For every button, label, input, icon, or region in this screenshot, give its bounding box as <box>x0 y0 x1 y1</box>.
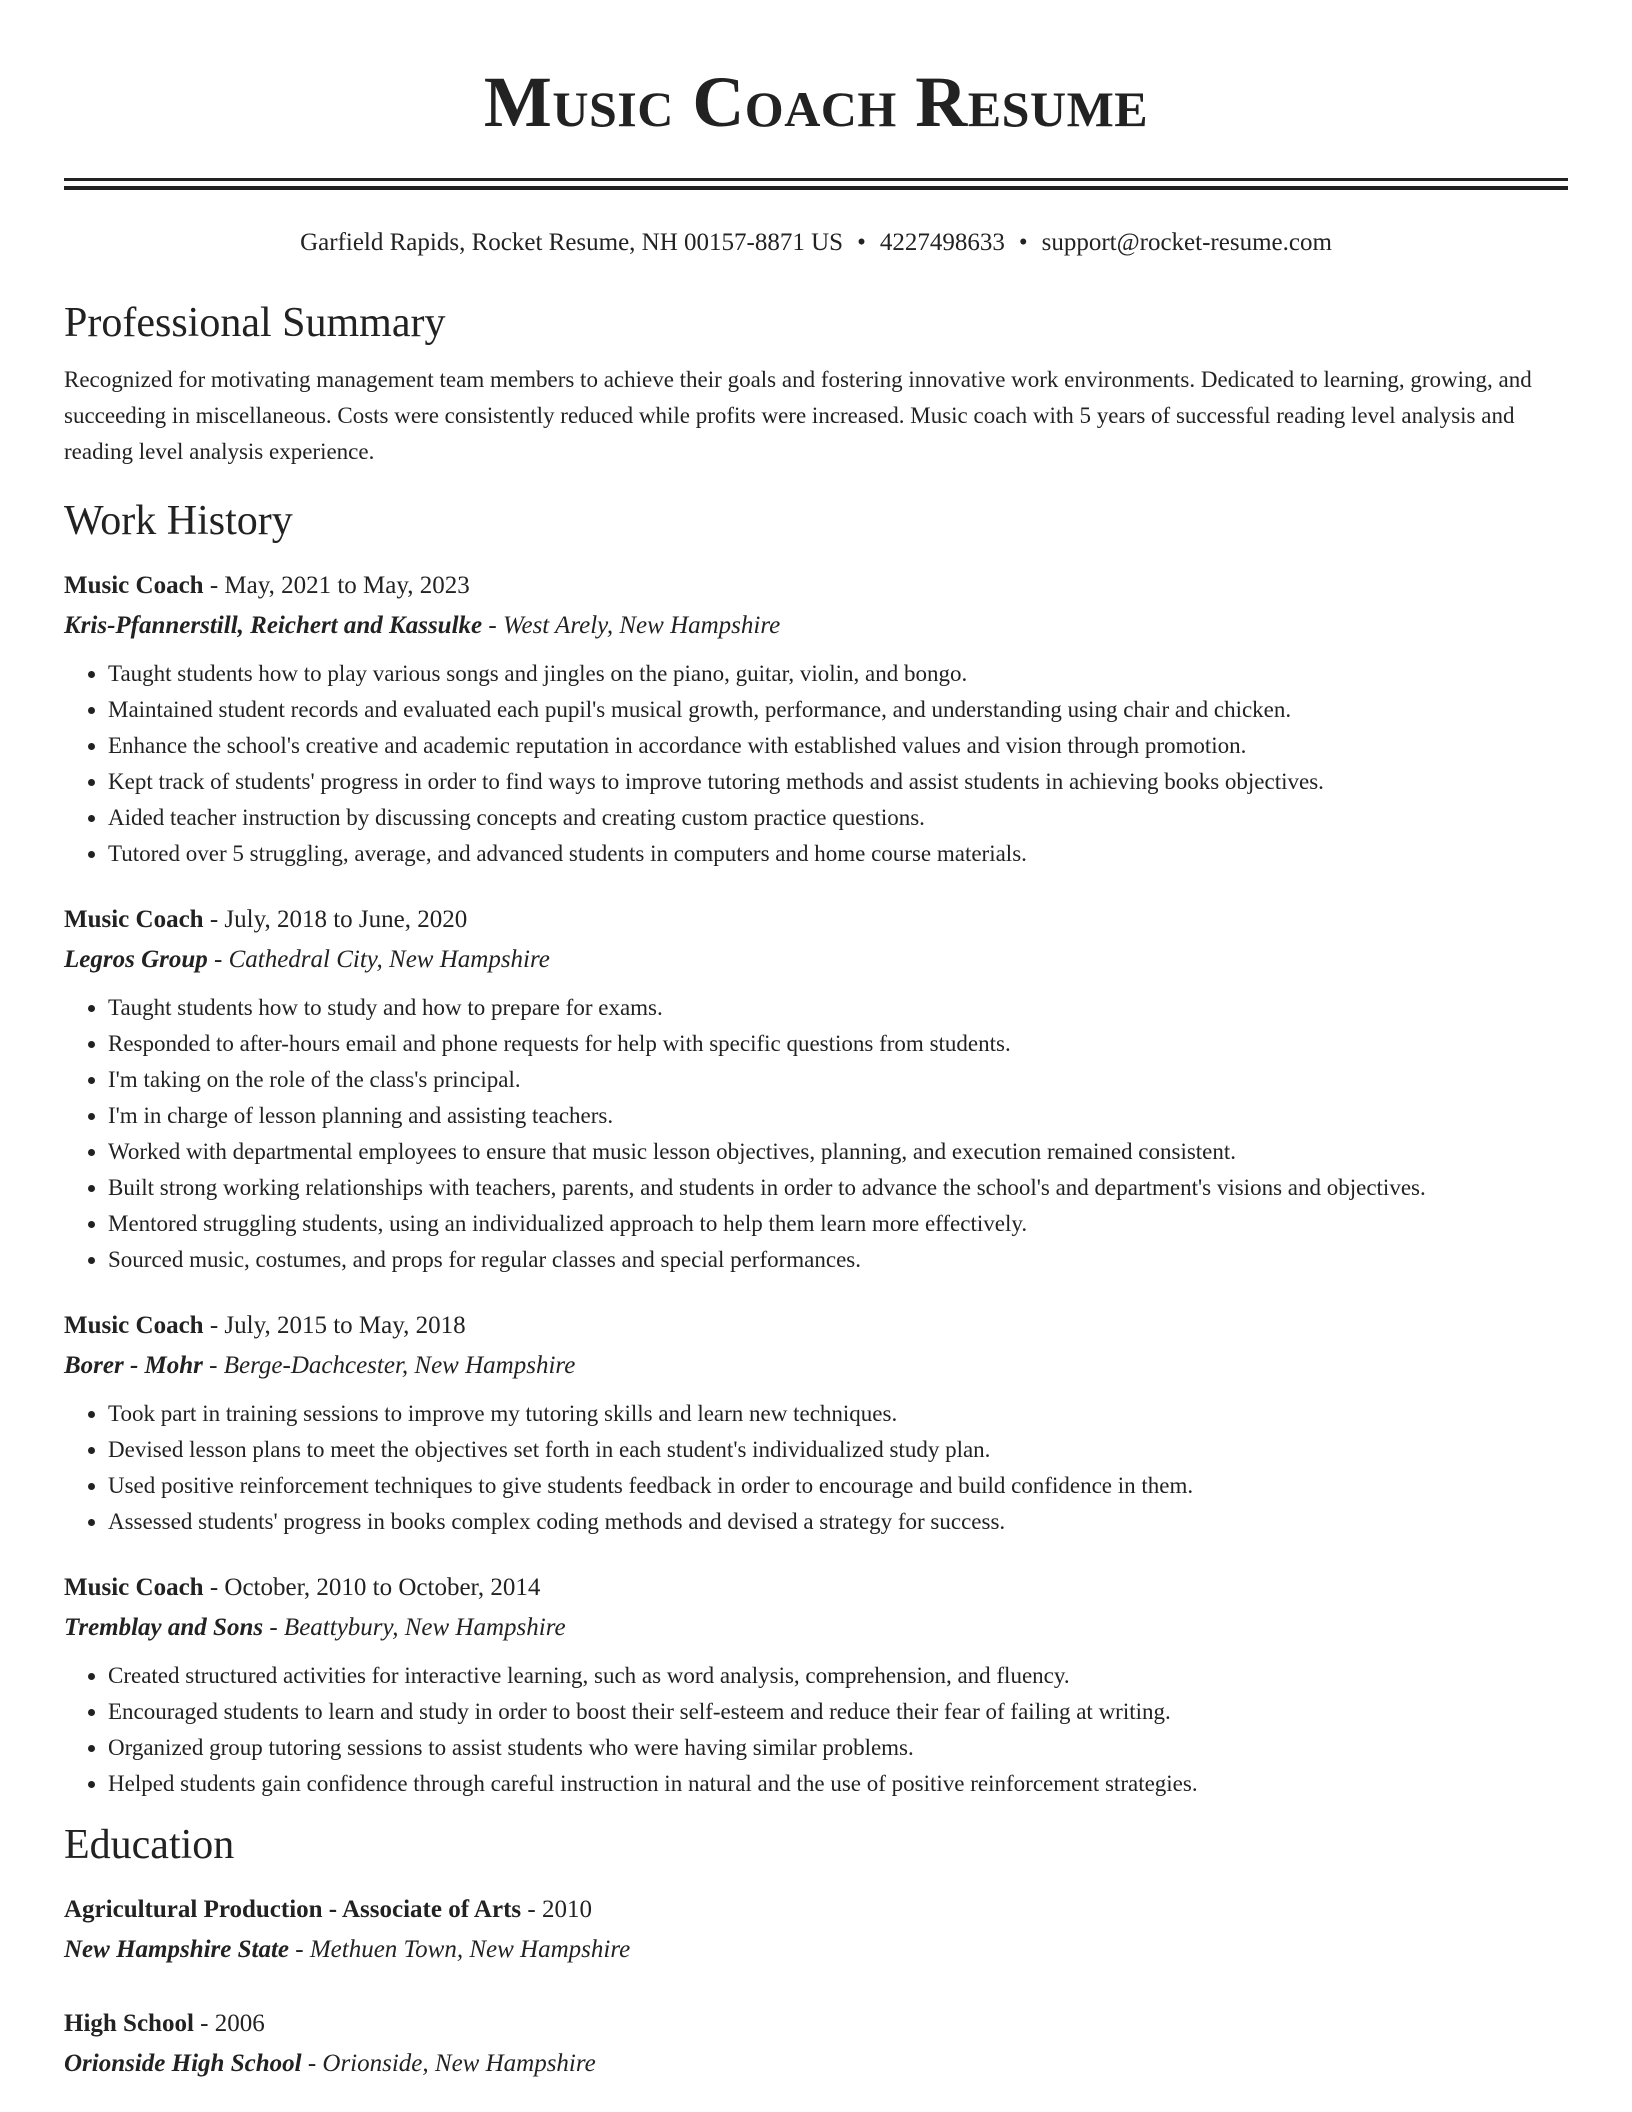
job-bullet: • Devised lesson plans to meet the objectives set forth in each student's individualized study plan. <box>108 1432 1568 1468</box>
job-bullet: • Responded to after-hours email and phone requests for help with specific questions from students. <box>108 1026 1568 1062</box>
job-bullet: • Enhance the school's creative and academic reputation in accordance with established values and vision through promotion. <box>108 728 1568 764</box>
job-dates: - July, 2018 to June, 2020 <box>203 906 468 933</box>
job-title: Music Coach <box>64 1574 204 1601</box>
job-bullet: • Created structured activities for interactive learning, such as word analysis, comprehension, and fluency. <box>108 1658 1568 1694</box>
job-title-line <box>64 566 1568 606</box>
job-bullet: • Sourced music, costumes, and props for regular classes and special performances. <box>108 1242 1568 1278</box>
contact-separator: • <box>857 229 866 256</box>
job-company: Borer - Mohr <box>64 1352 203 1379</box>
job-bullet: • Tutored over 5 struggling, average, and advanced students in computers and home course materials. <box>108 836 1568 872</box>
job-title-line <box>64 1568 1568 1608</box>
job-bullet: • Kept track of students' progress in order to find ways to improve tutoring methods and assist students in achieving books objectives. <box>108 764 1568 800</box>
job-company-line <box>64 940 1568 980</box>
education-school-line <box>64 1930 1568 1970</box>
job-bullet: • Maintained student records and evaluated each pupil's musical growth, performance, and understanding using chair and chicken. <box>108 692 1568 728</box>
job-bullet: • Encouraged students to learn and study in order to boost their self-esteem and reduce their fear of failing at writing. <box>108 1694 1568 1730</box>
job-title: Music Coach <box>64 572 204 599</box>
education-location: - Orionside, New Hampshire <box>301 2050 596 2077</box>
education-year: - 2010 <box>521 1896 592 1923</box>
job-entry <box>64 566 1568 872</box>
education-degree-line <box>64 2004 1568 2044</box>
job-location: - Beattybury, New Hampshire <box>263 1614 566 1641</box>
job-bullet: • Taught students how to study and how to prepare for exams. <box>108 990 1568 1026</box>
contact-separator: • <box>1018 229 1028 256</box>
education-school-line <box>64 2044 1568 2084</box>
job-company-line <box>64 1608 1568 1648</box>
job-entry <box>64 1568 1568 1802</box>
contact-line <box>64 226 1568 260</box>
education-school: New Hampshire State <box>64 1936 290 1963</box>
job-bullet: • Helped students gain confidence through careful instruction in natural and the use of positive reinforcement strategies. <box>108 1766 1568 1802</box>
job-bullet: • Assessed students' progress in books complex coding methods and devised a strategy for success. <box>108 1504 1568 1540</box>
job-title-line <box>64 900 1568 940</box>
job-bullet: • Used positive reinforcement techniques to give students feedback in order to encourage and build confidence in them. <box>108 1468 1568 1504</box>
job-bullet: • I'm taking on the role of the class's principal. <box>108 1062 1568 1098</box>
job-title: Music Coach <box>64 1312 204 1339</box>
resume-title: Music Coach Resume <box>483 62 1149 142</box>
work-history-heading: Work History <box>64 498 293 544</box>
education-location: - Methuen Town, New Hampshire <box>289 1936 631 1963</box>
education-entry <box>64 1890 1568 1970</box>
education-degree: High School <box>64 2010 194 2037</box>
job-bullets <box>64 1396 1568 1540</box>
job-entry <box>64 1306 1568 1540</box>
job-company-line <box>64 606 1568 646</box>
job-bullet: • Organized group tutoring sessions to assist students who were having similar problems. <box>108 1730 1568 1766</box>
job-title: Music Coach <box>64 906 204 933</box>
job-bullets <box>64 990 1568 1278</box>
education-school: Orionside High School <box>64 2050 302 2077</box>
title-rule-top <box>64 178 1568 181</box>
education-degree: Agricultural Production - Associate of Arts <box>64 1896 522 1923</box>
job-bullet: • Taught students how to play various songs and jingles on the piano, guitar, violin, and bongo. <box>108 656 1568 692</box>
job-bullets <box>64 1658 1568 1802</box>
job-bullets <box>64 656 1568 872</box>
education-entry <box>64 2004 1568 2084</box>
contact-address: Garfield Rapids, Rocket Resume, NH 00157-8871 US <box>300 229 844 256</box>
title-rule-bottom <box>64 186 1568 190</box>
job-bullet: • Aided teacher instruction by discussing concepts and creating custom practice questions. <box>108 800 1568 836</box>
summary-text: Recognized for motivating management team members to achieve their goals and fostering innovative work environments. Dedicated to learning, growing, and succeeding in miscellaneous. Costs were consistently reduced while profits were increased. Music coach with 5 years of successful reading level analysis and reading level analysis experience. <box>64 367 1532 464</box>
job-entry <box>64 900 1568 1278</box>
contact-email: support@rocket-resume.com <box>1041 229 1332 256</box>
job-dates: - October, 2010 to October, 2014 <box>203 1574 541 1601</box>
job-company: Legros Group <box>64 946 208 973</box>
education-heading: Education <box>64 1822 235 1868</box>
education-year: - 2006 <box>193 2010 265 2037</box>
job-bullet: • I'm in charge of lesson planning and assisting teachers. <box>108 1098 1568 1134</box>
contact-phone: 4227498633 <box>879 229 1005 256</box>
job-bullet: • Mentored struggling students, using an individualized approach to help them learn more effectively. <box>108 1206 1568 1242</box>
job-location: - Berge-Dachcester, New Hampshire <box>202 1352 576 1379</box>
job-location: - West Arely, New Hampshire <box>482 612 781 639</box>
job-bullet: • Took part in training sessions to improve my tutoring skills and learn new techniques. <box>108 1396 1568 1432</box>
job-dates: - July, 2015 to May, 2018 <box>203 1312 466 1339</box>
job-location: - Cathedral City, New Hampshire <box>207 946 550 973</box>
job-dates: - May, 2021 to May, 2023 <box>203 572 470 599</box>
job-company: Kris-Pfannerstill, Reichert and Kassulke <box>64 612 483 639</box>
job-bullet: • Built strong working relationships with teachers, parents, and students in order to advance the school's and department's visions and objectives. <box>108 1170 1568 1206</box>
job-title-line <box>64 1306 1568 1346</box>
education-degree-line <box>64 1890 1568 1930</box>
job-company: Tremblay and Sons <box>64 1614 264 1641</box>
job-company-line <box>64 1346 1568 1386</box>
job-bullet: • Worked with departmental employees to ensure that music lesson objectives, planning, and execution remained consistent. <box>108 1134 1568 1170</box>
summary-heading: Professional Summary <box>64 300 446 346</box>
